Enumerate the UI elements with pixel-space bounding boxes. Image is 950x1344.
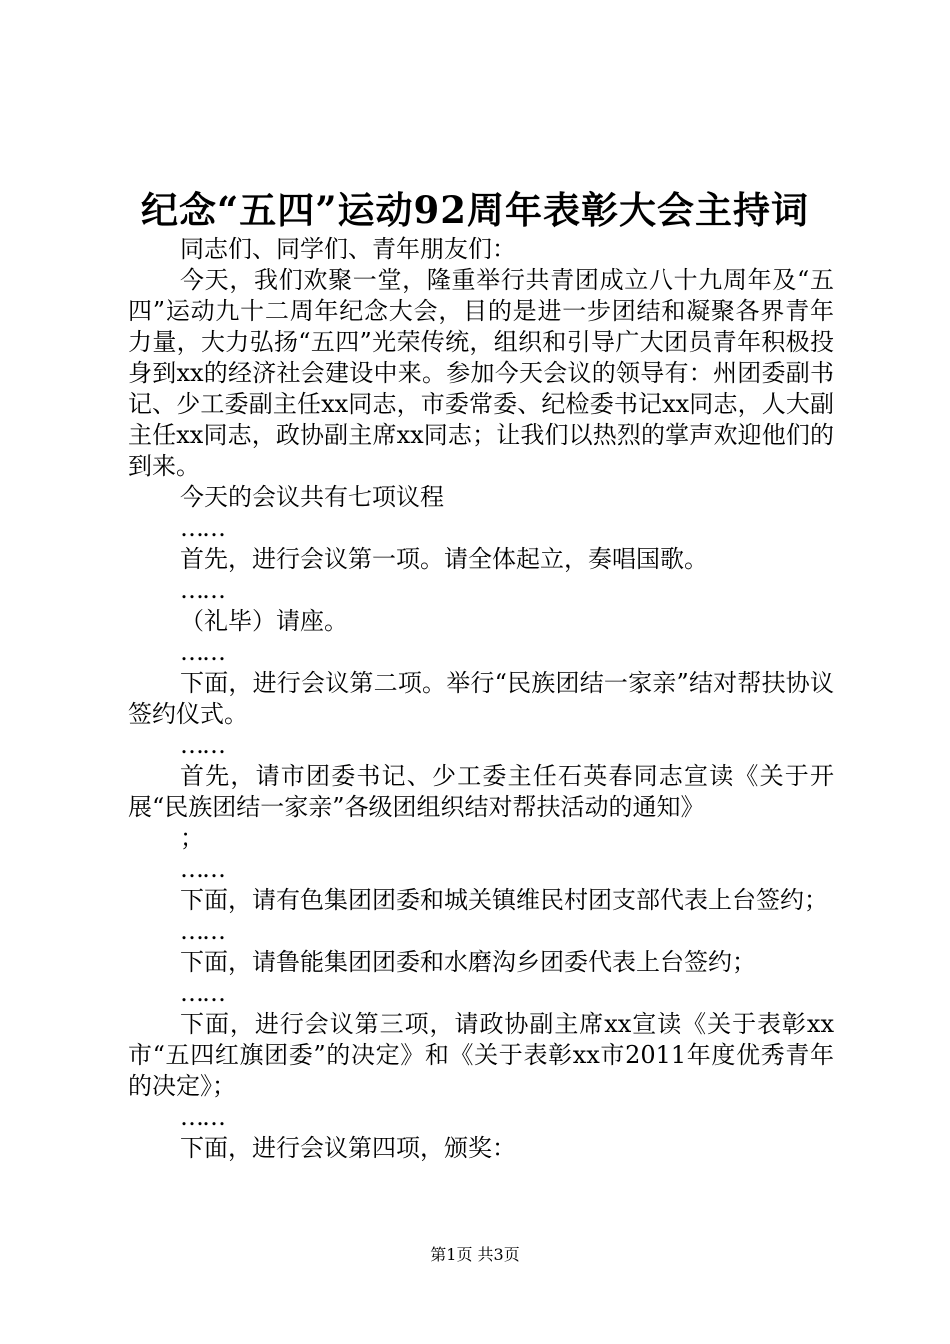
body-paragraph: ； [180,824,204,852]
ellipsis-line: …… [180,731,224,759]
body-paragraph: 下面，请鲁能集团团委和水磨沟乡团委代表上台签约； [180,948,756,976]
page-number-footer: 第1页 共3页 [430,1245,520,1264]
ellipsis-line: …… [180,917,224,945]
ellipsis-line: …… [180,576,224,604]
body-paragraph: 下面，请有色集团团委和城关镇维民村团支部代表上台签约； [180,886,828,914]
ellipsis-line: …… [180,514,224,542]
body-paragraph: 首先，请市团委书记、少工委主任石英春同志宣读《关于开展“民族团结一家亲”各级团组织结对帮扶活动的通知》 [128,762,834,821]
ellipsis-line: …… [180,979,224,1007]
body-paragraph: 今天，我们欢聚一堂，隆重举行共青团成立八十九周年及“五四”运动九十二周年纪念大会，目的是进一步团结和凝聚各界青年力量，大力弘扬“五四”光荣传统，组织和引导广大团员青年积极投身到xx的经济社会建设中来。参加今天会议的领导有：州团委副书记、少工委副主任xx同志，市委常委、纪检委书记xx同志，人大副主任xx同志，政协副主席xx同志；让我们以热烈的掌声欢迎他们的到来。 [128,266,834,480]
ellipsis-line: …… [180,855,224,883]
ellipsis-line: …… [180,638,224,666]
body-paragraph: （礼毕）请座。 [180,607,348,635]
body-paragraph: 下面，进行会议第四项，颁奖： [180,1134,516,1162]
body-paragraph: 今天的会议共有七项议程 [180,483,444,511]
body-paragraph: 下面，进行会议第三项，请政协副主席xx宣读《关于表彰xx市“五四红旗团委”的决定》和《关于表彰xx市2011年度优秀青年的决定》； [128,1010,834,1100]
salutation-paragraph: 同志们、同学们、青年朋友们： [180,235,516,263]
ellipsis-line: …… [180,1103,224,1131]
document-title: 纪念“五四”运动92周年表彰大会主持词 [140,188,810,232]
body-paragraph: 下面，进行会议第二项。举行“民族团结一家亲”结对帮扶协议签约仪式。 [128,669,834,728]
body-paragraph: 首先，进行会议第一项。请全体起立，奏唱国歌。 [180,545,708,573]
document-body [128,234,834,1164]
